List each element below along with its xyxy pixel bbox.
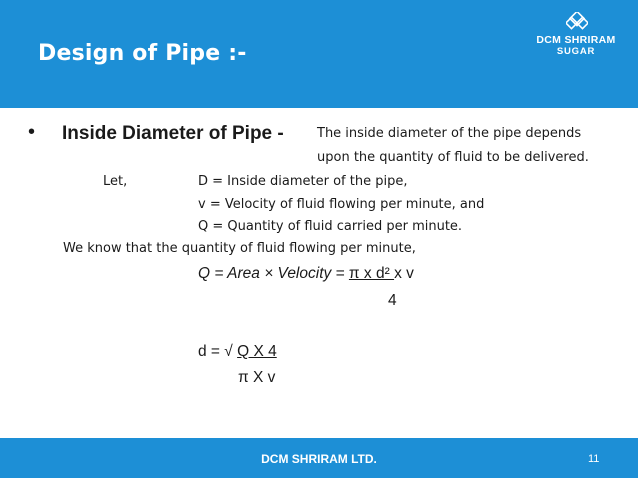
definition-v: v = Velocity of fluid flowing per minute, and [198, 197, 485, 212]
slide-title: Design of Pipe :- [38, 41, 247, 66]
logo-text-company: DCM SHRIRAM [536, 34, 616, 46]
header-bar [0, 0, 638, 108]
formula-1-lhs: Q = Area × Velocity = [198, 265, 349, 282]
formula-2-lhs: d = √ [198, 343, 238, 360]
statement-text: We know that the quantity of fluid flowing per minute, [63, 241, 416, 256]
formula-1-numerator: π x d² [348, 265, 395, 282]
definition-q: Q = Quantity of fluid carried per minute. [198, 219, 463, 234]
footer-bar [0, 438, 638, 478]
logo-text-division: SUGAR [556, 46, 596, 57]
page-number: 11 [588, 453, 600, 465]
intro-line-2: upon the quantity of fluid to be delivered. [317, 150, 589, 165]
formula-1-denominator: 4 [388, 292, 397, 309]
formula-1 [198, 265, 414, 283]
company-logo [526, 12, 626, 56]
formula-1-tail: x v [394, 265, 414, 282]
bullet-marker: • [28, 121, 36, 143]
formula-2-denominator: π X v [238, 369, 276, 386]
intro-line-1: The inside diameter of the pipe depends [317, 126, 582, 141]
let-label: Let, [103, 174, 128, 189]
formula-2-numerator: Q X 4 [237, 343, 277, 360]
formula-2 [198, 343, 277, 361]
logo-diamond-icon [566, 12, 588, 34]
definition-d: D = Inside diameter of the pipe, [198, 174, 408, 189]
footer-company: DCM SHRIRAM LTD. [261, 452, 377, 466]
bullet-heading: Inside Diameter of Pipe - [62, 123, 284, 144]
